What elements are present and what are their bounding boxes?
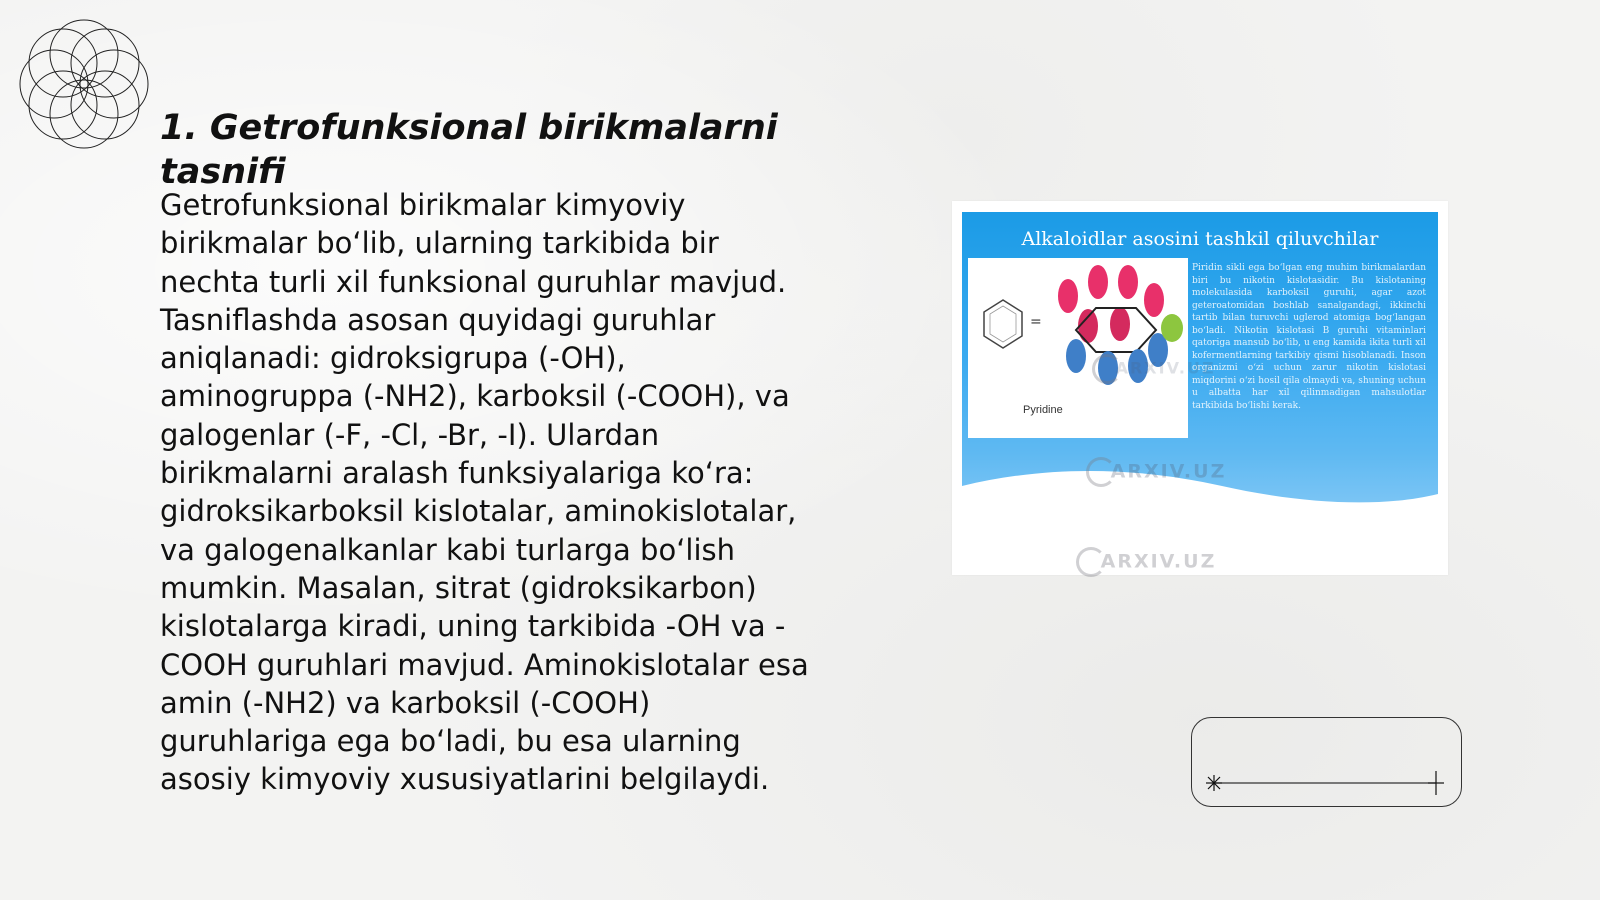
molecule-panel — [968, 258, 1188, 438]
benzene-ring-icon — [978, 296, 1028, 356]
image-caption: Alkaloidlar asosini tashkil qiluvchilar — [1021, 228, 1379, 250]
overlapping-circles-icon — [10, 10, 158, 158]
slide-body-text: Getrofunksional birikmalar kimyoviy birikmalar bo‘lib, ularning tarkibida bir nechta turli xil funksional guruhlar mavjud. Tasniflashda asosan quyidagi guruhlar aniqlanadi: gidroksigrupa (-OH), aminogruppa (-NH2), karboksil (-COOH), va galogenlar (-F, -Cl, -Br, -I). Ulardan birikmalarni aralash funksiyalariga ko‘ra: gidroksikarboksil kislotalar, aminokislotalar, va galogenalkanlar kabi turlarga bo‘lish mumkin. Masalan, sitrat (gidroksikarbon) kislotalarga kiradi, uning tarkibida -OH va -COOH guruhlari mavjud. Aminokislotalar esa amin (-NH2) va karboksil (-COOH) guruhlariga ega bo‘ladi, bu esa ularning asosiy kimyoviy xususiyatlarini belgilaydi. — [160, 188, 809, 797]
watermark: ARXIV.UZ — [1092, 354, 1216, 384]
rounded-rectangle-with-line-icon — [1191, 717, 1462, 807]
molecule-label: Pyridine — [1023, 404, 1063, 416]
watermark: ARXIV.UZ — [1086, 457, 1226, 487]
equals-sign: = — [1030, 314, 1042, 330]
line-with-stars-icon — [1204, 768, 1448, 798]
slide-image — [952, 201, 1448, 575]
slide-title: 1. Getrofunksional birikmalarni tasnifi — [160, 108, 778, 192]
image-card — [962, 212, 1438, 534]
image-description: Piridin sikli ega bo‘lgan eng muhim birikmalardan biri bu nikotin kislotasidir. Bu kislotaning molekulasida karboksil guruhi, agar azot geteroatomidan boshlab sanalgandagi, ikkinchi tartib bilan turuvchi uglerod atomiga bog‘langan bo‘ladi. Nikotin kislotasi B guruhi vitaminlari qatoriga mansub bo‘lib, u eng kamida ikita turli xil kofermentlarning tarkibiy qismi hisoblanadi. Inson organizmi o‘zi uchun zarur nikotin kislotasi miqdorini o‘zi hosil qila olmaydi va, shuning uchun u albatta har xil qilinmadigan mahsulotlar tarkibida bo‘lishi kerak. — [1192, 263, 1426, 411]
watermark: ARXIV.UZ — [1076, 547, 1216, 577]
